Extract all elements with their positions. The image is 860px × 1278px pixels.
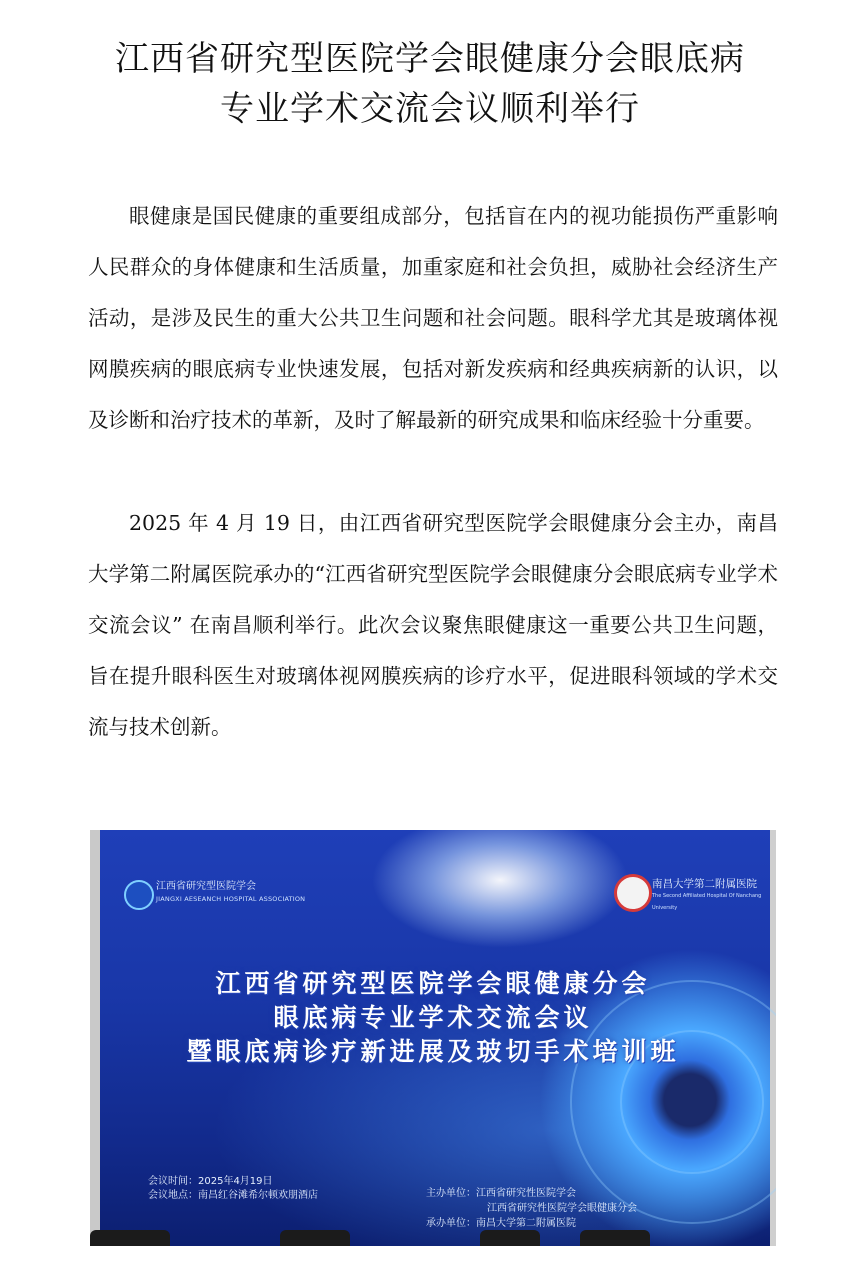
body-paragraph-1: 眼健康是国民健康的重要组成部分，包括盲在内的视功能损伤严重影响人民群众的身体健康和生活质量，加重家庭和社会负担，威胁社会经济生产活动，是涉及民生的重大公共卫生问题和社会问题。眼科学尤其是玻璃体视网膜疾病的眼底病专业快速发展，包括对新发疾病和经典疾病新的认识，以及诊断和治疗技术的革新，及时了解最新的研究成果和临床经验十分重要。 xyxy=(88,204,778,432)
host-organizer-1: 主办单位：江西省研究性医院学会 xyxy=(426,1188,576,1199)
banner-title-line2: 眼底病专业学术交流会议 xyxy=(273,1003,593,1032)
hospital-name-en: The Second Affiliated Hospital Of Nanchang University xyxy=(652,893,762,911)
hospital-logo-icon xyxy=(614,874,652,912)
article-title-line2: 专业学术交流会议顺利举行 xyxy=(220,89,640,129)
hospital-name xyxy=(652,878,776,914)
hospital-name-cn: 南昌大学第二附属医院 xyxy=(652,878,757,890)
co-organizer: 承办单位：南昌大学第二附属医院 xyxy=(426,1218,576,1229)
article-title xyxy=(0,34,860,134)
article-title-line1: 江西省研究型医院学会眼健康分会眼底病 xyxy=(115,39,745,79)
conference-banner-photo xyxy=(90,830,776,1246)
association-name xyxy=(156,881,305,905)
chair-silhouette xyxy=(280,1230,350,1246)
association-logo-icon xyxy=(124,880,154,910)
chair-silhouette xyxy=(90,1230,170,1246)
host-organizer-2: 江西省研究性医院学会眼健康分会 xyxy=(487,1203,637,1214)
meeting-place: 会议地点：南昌红谷滩希尔顿欢朋酒店 xyxy=(148,1190,318,1201)
association-name-cn: 江西省研究型医院学会 xyxy=(156,881,256,892)
chair-silhouette xyxy=(580,1230,650,1246)
meeting-time: 会议时间：2025年4月19日 xyxy=(148,1176,273,1187)
banner-title-line1: 江西省研究型医院学会眼健康分会 xyxy=(215,969,651,998)
body-paragraph-2: 2025 年 4 月 19 日，由江西省研究型医院学会眼健康分会主办，南昌大学第二附属医院承办的“江西省研究型医院学会眼健康分会眼底病专业学术交流会议” 在南昌顺利举行。此次会议聚焦眼健康这一重要公共卫生问题，旨在提升眼科医生对玻璃体视网膜疾病的诊疗水平，促进眼科领域的学术交流与技术创新。 xyxy=(88,511,778,739)
banner-title-line3: 暨眼底病诊疗新进展及玻切手术培训班 xyxy=(186,1037,680,1066)
association-name-en: JIANGXI AESEANCH HOSPITAL ASSOCIATION xyxy=(156,895,306,903)
chair-silhouette xyxy=(480,1230,540,1246)
